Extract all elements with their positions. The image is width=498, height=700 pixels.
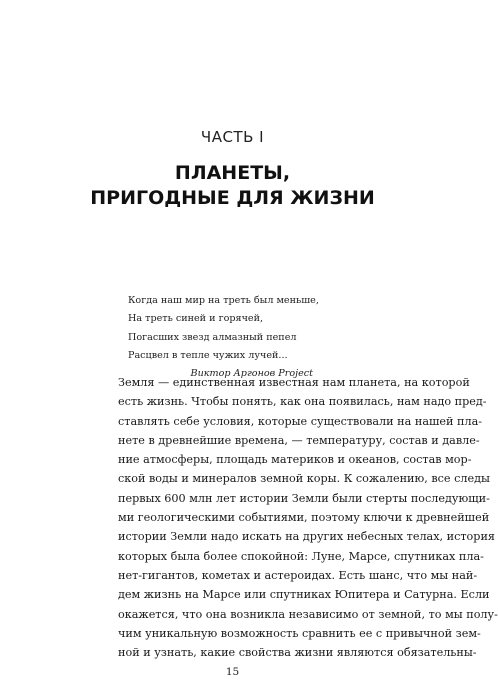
body-line: ние атмосферы, площадь материков и океанов, состав мор-	[118, 453, 472, 467]
body-line: есть жизнь. Чтобы понять, как она появилась, нам надо пред-	[118, 395, 487, 409]
epigraph-line: На треть синей и горячей,	[128, 313, 264, 325]
epigraph-line: Погасших звезд алмазный пепел	[128, 331, 297, 343]
body-line: дем жизнь на Марсе или спутниках Юпитера и Сатурна. Если	[118, 588, 490, 602]
epigraph-author: Виктор Аргонов Project	[190, 368, 313, 380]
part-title-line: ПЛАНЕТЫ,	[174, 162, 291, 184]
part-title	[0, 161, 465, 211]
body-line: Земля — единственная известная нам планета, на которой	[118, 376, 470, 389]
body-line: ной и узнать, какие свойства жизни являются обязательны-	[118, 646, 477, 660]
body-line: нет-гигантов, кометах и астероидах. Есть шанс, что мы най-	[118, 568, 478, 582]
body-line: нете в древнейшие времена, — температуру, состав и давле-	[118, 433, 480, 447]
page-number: 15	[225, 666, 240, 678]
body-line: истории Земли надо искать на других небесных телах, история	[118, 530, 495, 544]
part-title-line: ПРИГОДНЫЕ ДЛЯ ЖИЗНИ	[90, 187, 375, 209]
epigraph	[128, 292, 319, 383]
body-line: ставлять себе условия, которые существовали на нашей пла-	[118, 414, 483, 428]
body-line: ми геологическими событиями, поэтому ключи к древнейшей	[118, 511, 490, 525]
body-line: которых была более спокойной: Луне, Марсе, спутниках пла-	[118, 549, 484, 563]
epigraph-line: Когда наш мир на треть был меньше,	[128, 295, 319, 306]
body-line: чим уникальную возможность сравнить ее с привычной зем-	[118, 626, 481, 640]
body-line: первых 600 млн лет истории Земли были стерты последующи-	[118, 491, 490, 505]
epigraph-line: Расцвел в тепле чужих лучей...	[128, 349, 288, 361]
body-line: окажется, что она возникла независимо от земной, то мы полу-	[118, 607, 498, 621]
body-line: ской воды и минералов земной коры. К сожалению, все следы	[118, 472, 490, 486]
body-paragraph	[118, 373, 498, 662]
part-label: ЧАСТЬ I	[200, 128, 265, 146]
